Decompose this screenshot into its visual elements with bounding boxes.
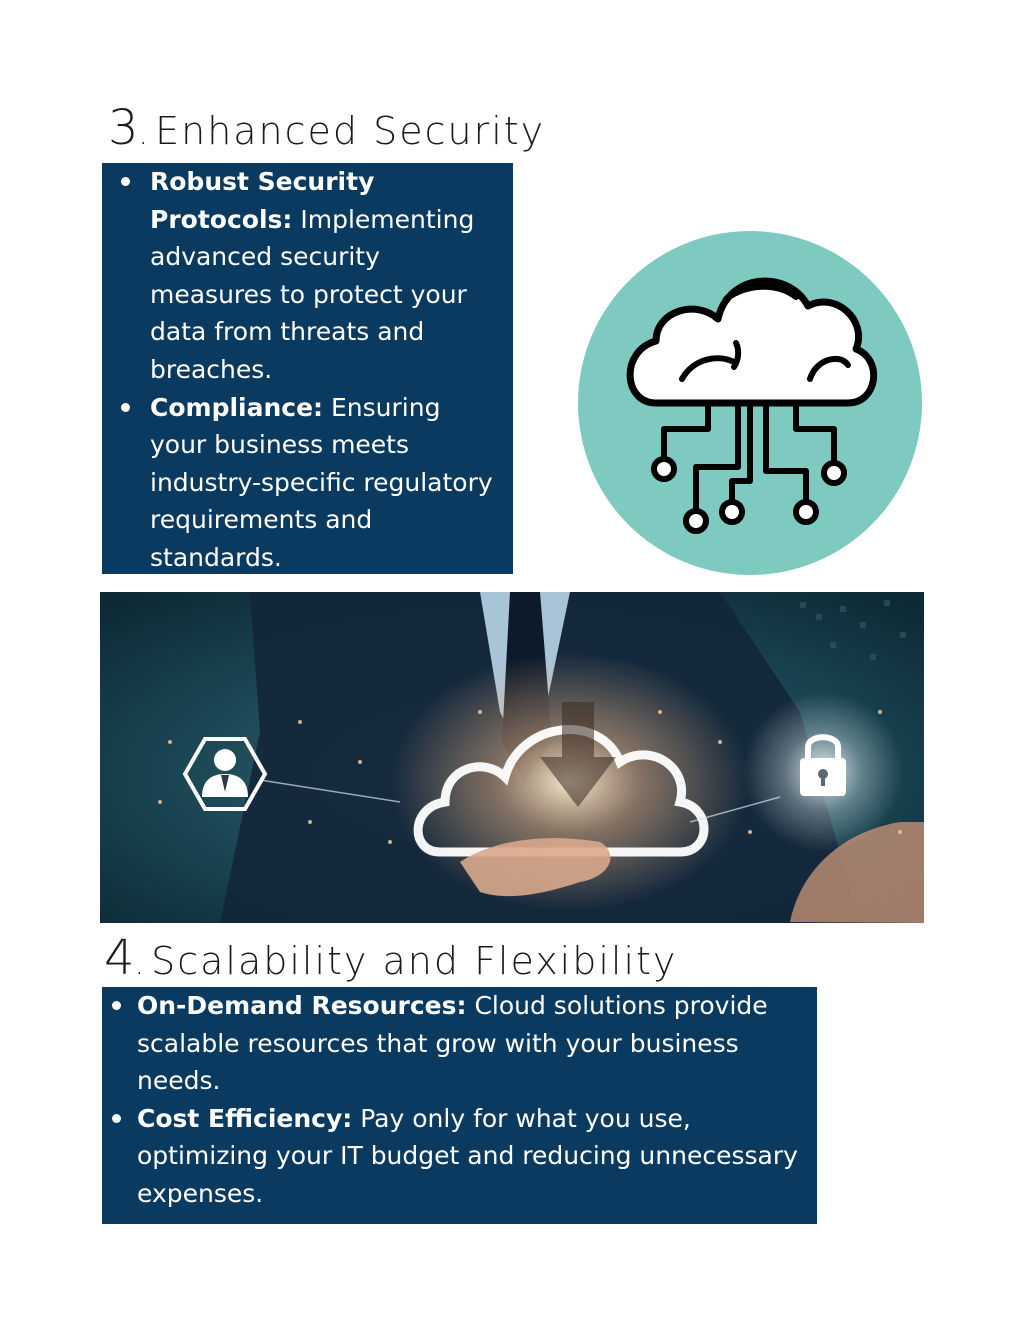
list-item-text: Cloud solutions provide scalable resources that grow with your business needs. [137,991,768,1096]
businessman-cloud-photo [100,592,924,923]
list-item-cost-efficiency [102,1100,817,1213]
section-3-title: Enhanced Security [155,109,546,153]
list-item-label: Robust Security Protocols: [150,167,375,234]
security-text-box [102,163,513,574]
list-item-text: Ensuring your business meets industry-specific regulatory requirements and standards. [150,392,493,572]
list-item-label: Compliance: [150,392,324,422]
section-4-dot: . [134,947,148,982]
section-3-dot: . [138,117,152,152]
security-list [102,163,495,577]
list-item-text: Pay only for what you use, optimizing your IT budget and reducing unnecessary expenses. [137,1103,798,1208]
section-4-number: 4 [104,930,135,986]
section-3-heading [108,100,545,156]
list-item-compliance [102,389,495,577]
scalability-text-box [102,987,817,1224]
section-4-title: Scalability and Flexibility [151,939,678,983]
section-3-number: 3 [108,100,139,156]
list-item-label: On-Demand Resources: [137,991,467,1020]
list-item-text: Implementing advanced security measures to protect your data from threats and breaches. [150,204,475,384]
scalability-list [102,987,817,1213]
list-item-on-demand-resources [102,987,817,1100]
list-item-robust-security [102,163,495,389]
cloud-network-icon [578,231,922,575]
section-4-heading [104,930,677,986]
list-item-label: Cost Efficiency: [137,1103,353,1133]
